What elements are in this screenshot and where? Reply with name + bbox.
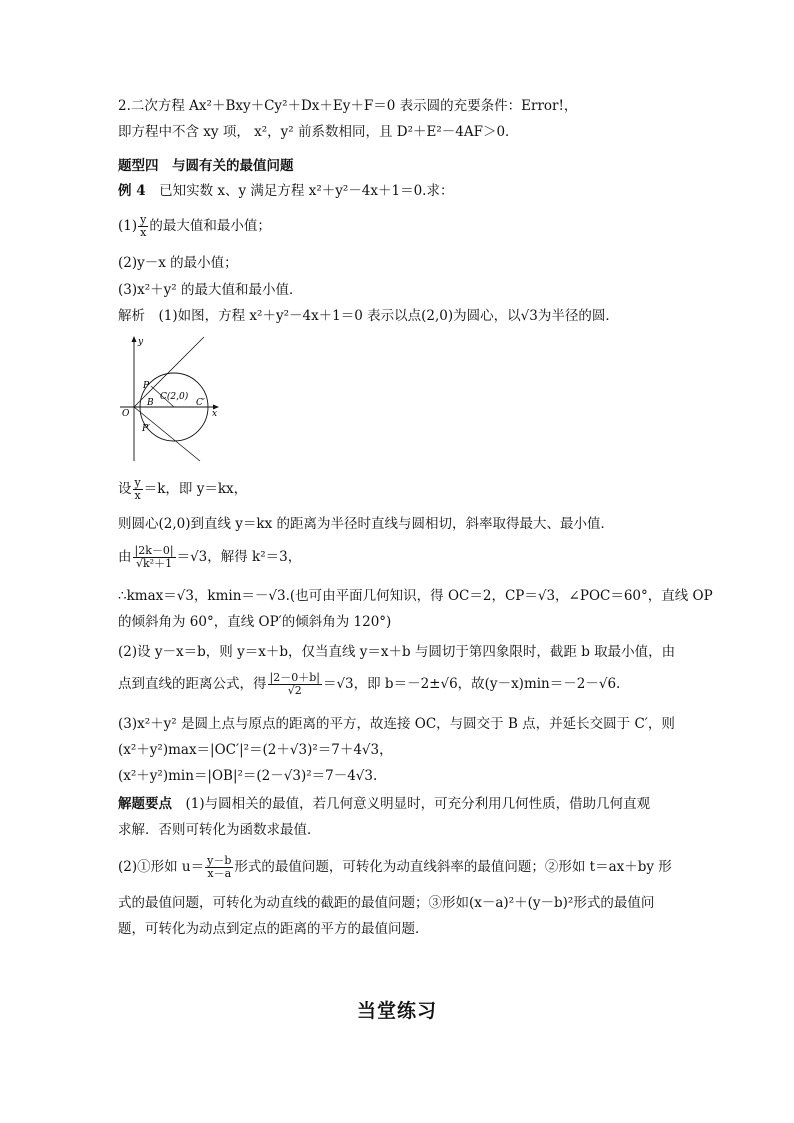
point-distance-result: ＝√3，即 b＝－2±√6，故(y－x)min＝－2－√6. (322, 676, 621, 692)
key-points-line (118, 794, 650, 814)
fraction-denominator: √2 (287, 684, 302, 697)
point-distance-line (118, 672, 620, 697)
key-points-text: (1)与圆相关的最值，若几何意义明显时，可充分利用几何性质，借助几何直观 (172, 796, 651, 812)
example-label: 例 4 (118, 183, 146, 199)
text-line-12: ∴kmax＝√3，kmin＝－√3.(也可由平面几何知识，得 OC＝2，CP＝√3，∠POC＝60°，直线 OP (118, 588, 713, 604)
label-c-prime: C′ (196, 398, 205, 408)
section-heading: 题型四 与圆有关的最值问题 (118, 158, 294, 174)
label-c: C(2,0) (160, 392, 189, 402)
fraction-denominator: x－a (207, 867, 232, 880)
fraction-numerator: y (134, 476, 141, 489)
text-line-22: 式的最值问题，可转化为动直线的截距的最值问题；③形如(x－a)²＋(y－b)²形式的最值问 (118, 895, 655, 911)
from-prefix: 由 (118, 549, 132, 565)
let-prefix: 设 (118, 481, 132, 497)
text-line-14: (2)设 y－x＝b，则 y＝x＋b，仅当直线 y＝x＋b 与圆切于第四象限时，截距 b 取最小值，由 (118, 644, 676, 660)
fraction-denominator: x (140, 226, 147, 239)
text-line-16: (3)x²＋y² 是圆上点与原点的距离的平方，故连接 OC，与圆交于 B 点，并延长交圆于 C′，则 (118, 716, 675, 732)
fraction (268, 672, 322, 697)
text-line-20: 求解．否则可转化为函数求最值． (118, 822, 321, 838)
question-2: (2)y－x 的最小值； (118, 255, 238, 271)
text-line-13: 的倾斜角为 60°，直线 OP′的倾斜角为 120°) (118, 614, 392, 630)
section-title: 当堂练习 (356, 1000, 437, 1022)
example-line (118, 181, 453, 201)
form-u-line (118, 855, 672, 880)
distance-result: ＝√3，解得 k²＝3， (176, 549, 302, 565)
distance-equation-line (118, 545, 301, 570)
fraction (133, 545, 176, 570)
fraction (133, 477, 143, 502)
let-k-line (118, 477, 247, 502)
fraction-denominator: √k²＋1 (135, 557, 173, 570)
point-distance-prefix: 点到直线的距离公式，得 (118, 676, 267, 692)
label-y: y (138, 337, 144, 347)
label-x: x (212, 409, 218, 419)
text-line-2: 即方程中不含 xy 项， x²，y² 前系数相同，且 D²＋E²－4AF＞0． (118, 124, 519, 140)
solution-intro: 解析 (1)如图，方程 x²＋y²－4x＋1＝0 表示以点(2,0)为圆心，以√3为半径的圆． (118, 308, 619, 324)
text-line-10: 则圆心(2,0)到直线 y＝kx 的距离为半径时直线与圆相切，斜率取得最大、最小值． (118, 516, 615, 532)
key-points-label: 解题要点 (118, 796, 172, 812)
fraction (138, 214, 148, 239)
label-p-prime: P′ (142, 424, 151, 434)
q1-prefix: (1) (118, 218, 138, 234)
let-text: ＝k，即 y＝kx， (143, 481, 248, 497)
form-u-text: 形式的最值问题，可转化为动直线斜率的最值问题；②形如 t＝ax＋by 形 (234, 859, 672, 875)
text-line-17: (x²＋y²)max＝|OC′|²＝(2＋√3)²＝7＋4√3， (118, 742, 393, 758)
form-u-prefix: (2)①形如 u＝ (118, 859, 205, 875)
example-text: 已知实数 x、y 满足方程 x²＋y²－4x＋1＝0.求： (145, 183, 454, 199)
label-p: P (143, 381, 150, 391)
question-1 (118, 214, 271, 239)
fraction-numerator: |2－0＋b| (269, 671, 320, 684)
label-b: B (147, 398, 154, 408)
y-axis-arrow (132, 336, 137, 342)
fraction-numerator: y－b (207, 854, 232, 867)
label-o: O (122, 409, 130, 419)
question-3: (3)x²＋y² 的最大值和最小值． (118, 282, 303, 298)
tangent-line-op-prime (134, 407, 200, 461)
fraction-denominator: x (134, 489, 141, 502)
text-line-23: 题，可转化为动点到定点的距离的平方的最值问题． (118, 921, 429, 937)
text-line-1: 2.二次方程 Ax²＋Bxy＋Cy²＋Dx＋Ey＋F＝0 表示圆的充要条件：Error!， (118, 98, 578, 114)
fraction-numerator: y (140, 213, 147, 226)
fraction-numerator: |2k－0| (134, 544, 174, 557)
q1-text: 的最大值和最小值； (149, 218, 271, 234)
fraction (205, 855, 233, 880)
circle-tangent-diagram (116, 333, 224, 463)
text-line-18: (x²＋y²)min＝|OB|²＝(2－√3)²＝7－4√3. (118, 768, 378, 784)
